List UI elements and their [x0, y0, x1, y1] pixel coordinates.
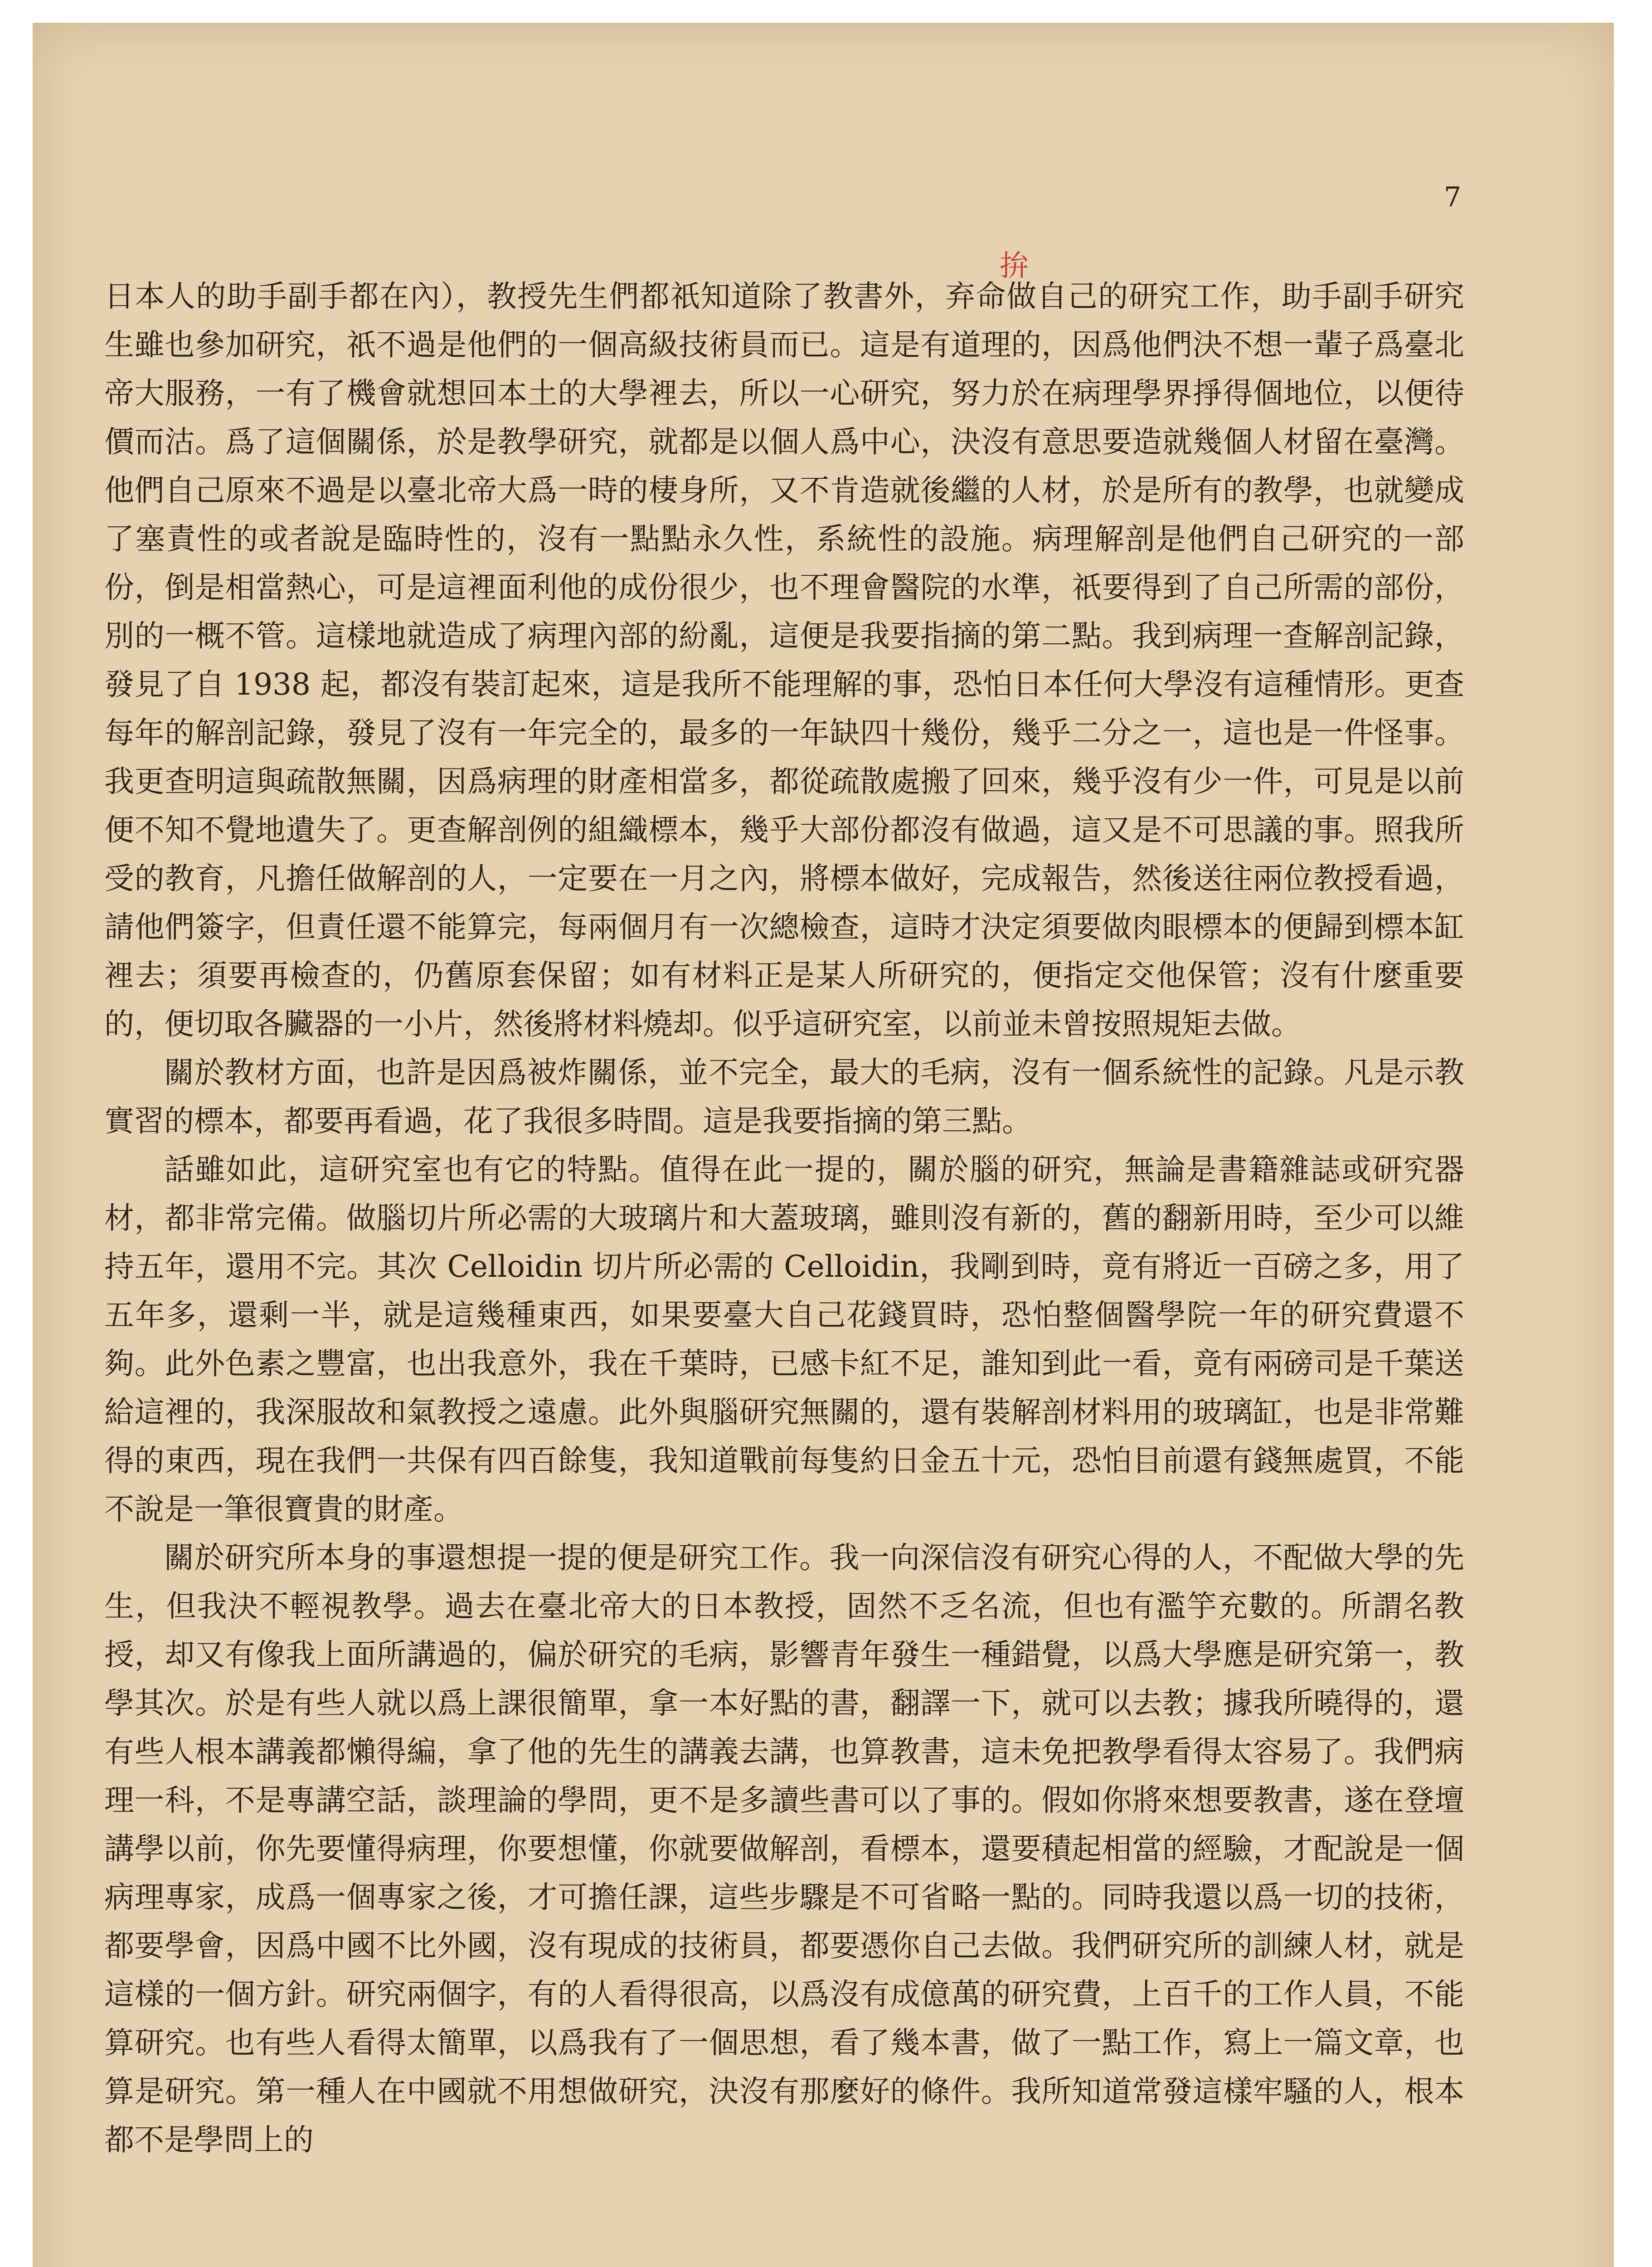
paragraph: 日本人的助手副手都在內），教授先生們都祇知道除了教書外，弃命做自己的研究工作，助手副手研究生雖也參加研究，祇不過是他們的一個高級技術員而已。這是有道理的，因爲他們決不想一輩子爲臺北帝大服務，一有了機會就想回本土的大學裡去，所以一心研究，努力於在病理學界掙得個地位，以便待價而沽。爲了這個關係，於是教學研究，就都是以個人爲中心，決沒有意思要造就幾個人材留在臺灣。他們自己原來不過是以臺北帝大爲一時的棲身所，又不肯造就後繼的人材，於是所有的教學，也就變成了塞責性的或者說是臨時性的，沒有一點點永久性，系統性的設施。病理解剖是他們自己研究的一部份，倒是相當熱心，可是這裡面利他的成份很少，也不理會醫院的水準，祇要得到了自己所需的部份，別的一概不管。這樣地就造成了病理內部的紛亂，這便是我要指摘的第二點。我到病理一查解剖記錄，發見了自 1938 起，都沒有裝訂起來，這是我所不能理解的事，恐怕日本任何大學沒有這種情形。更查每年的解剖記錄，發見了沒有一年完全的，最多的一年缺四十幾份，幾乎二分之一，這也是一件怪事。我更查明這與疏散無關，因爲病理的財產相當多，都從疏散處搬了回來，幾乎沒有少一件，可見是以前便不知不覺地遺失了。更查解剖例的組織標本，幾乎大部份都沒有做過，這又是不可思議的事。照我所受的教育，凡擔任做解剖的人，一定要在一月之內，將標本做好，完成報告，然後送往兩位教授看過，請他們簽字，但責任還不能算完，每兩個月有一次總檢查，這時才決定須要做肉眼標本的便歸到標本缸裡去；須要再檢查的，仍舊原套保留；如有材料正是某人所研究的，便指定交他保管；沒有什麼重要的，便切取各臟器的一小片，然後將材料燒却。似乎這研究室，以前並未曾按照規矩去做。	[104, 279, 1464, 1041]
paragraph: 話雖如此，這研究室也有它的特點。值得在此一提的，關於腦的研究，無論是書籍雜誌或研究器材，都非常完備。做腦切片所必需的大玻璃片和大蓋玻璃，雖則沒有新的，舊的翻新用時，至少可以維持五年，還用不完。其次 Celloidin 切片所必需的 Celloidin，我剛到時，竟有將近一百磅之多，用了五年多，還剩一半，就是這幾種東西，如果要臺大自己花錢買時，恐怕整個醫學院一年的研究費還不夠。此外色素之豐富，也出我意外，我在千葉時，已感卡紅不足，誰知到此一看，竟有兩磅司是千葉送給這裡的，我深服故和氣教授之遠慮。此外與腦研究無關的，還有裝解剖材料用的玻璃缸，也是非常難得的東西，現在我們一共保有四百餘隻，我知道戰前每隻約日金五十元，恐怕目前還有錢無處買，不能不說是一筆很寶貴的財產。	[104, 1152, 1464, 1527]
page-number: 7	[1444, 181, 1462, 213]
paragraph: 關於教材方面，也許是因爲被炸關係，並不完全，最大的毛病，沒有一個系統性的記錄。凡是示教實習的標本，都要再看過，花了我很多時間。這是我要指摘的第三點。	[104, 1055, 1464, 1138]
handwritten-annotation: 拚	[1000, 249, 1029, 283]
body-text	[104, 272, 1464, 2164]
paragraph: 關於研究所本身的事還想提一提的便是研究工作。我一向深信沒有研究心得的人，不配做大學的先生，但我決不輕視教學。過去在臺北帝大的日本教授，固然不乏名流，但也有濫竽充數的。所謂名教授，却又有像我上面所講過的，偏於研究的毛病，影響青年發生一種錯覺，以爲大學應是研究第一，教學其次。於是有些人就以爲上課很簡單，拿一本好點的書，翻譯一下，就可以去教；據我所曉得的，還有些人根本講義都懶得編，拿了他的先生的講義去講，也算教書，這未免把教學看得太容易了。我們病理一科，不是專講空話，談理論的學問，更不是多讀些書可以了事的。假如你將來想要教書，遂在登壇講學以前，你先要懂得病理，你要想懂，你就要做解剖，看標本，還要積起相當的經驗，才配說是一個病理專家，成爲一個專家之後，才可擔任課，這些步驟是不可省略一點的。同時我還以爲一切的技術，都要學會，因爲中國不比外國，沒有現成的技術員，都要憑你自己去做。我們研究所的訓練人材，就是這樣的一個方針。研究兩個字，有的人看得很高，以爲沒有成億萬的研究費，上百千的工作人員，不能算研究。也有些人看得太簡單，以爲我有了一個思想，看了幾本書，做了一點工作，寫上一篇文章，也算是研究。第一種人在中國就不用想做研究，決沒有那麼好的條件。我所知道常發這樣牢騷的人，根本都不是學問上的	[104, 1540, 1464, 2157]
